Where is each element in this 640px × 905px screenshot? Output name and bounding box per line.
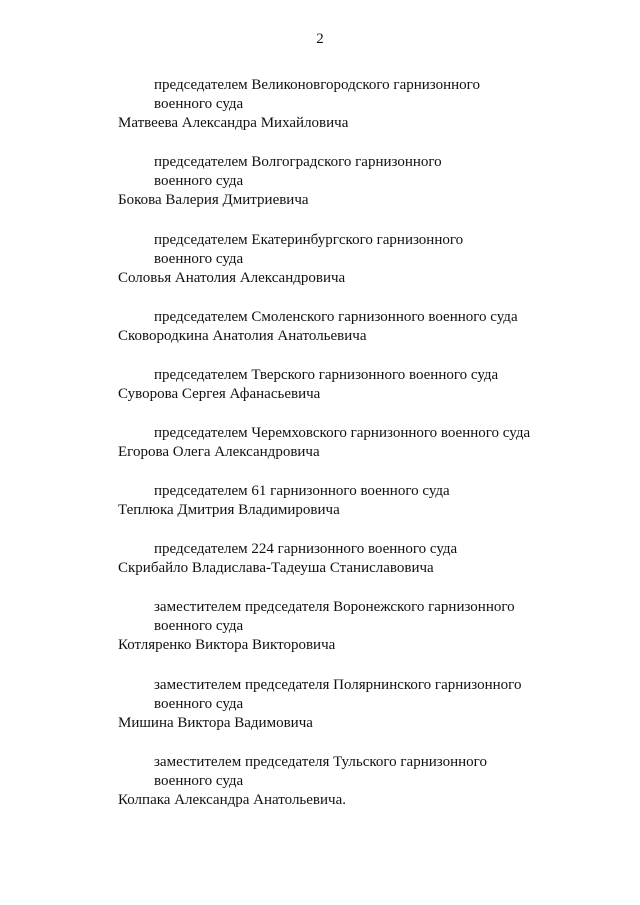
position-title: председателем 224 гарнизонного военного суда	[154, 541, 458, 557]
person-name: Колпака Александра Анатольевича.	[118, 792, 346, 808]
position-title: председателем Великоновгородского гарнизонного военного суда	[154, 77, 480, 112]
position-title: заместителем председателя Полярнинского гарнизонного военного суда	[154, 677, 522, 712]
appointment-entry	[0, 482, 640, 520]
position-title: председателем Тверского гарнизонного военного суда	[154, 367, 499, 383]
position-title: заместителем председателя Тульского гарнизонного военного суда	[154, 754, 487, 789]
position-title: заместителем председателя Воронежского гарнизонного военного суда	[154, 599, 515, 634]
position-title: председателем Смоленского гарнизонного военного суда	[154, 309, 518, 325]
position-title: председателем Волгоградского гарнизонного военного суда	[154, 154, 442, 189]
person-name: Теплюка Дмитрия Владимировича	[118, 502, 340, 518]
appointment-entry	[0, 308, 640, 346]
appointment-entry	[0, 540, 640, 578]
page-number: 2	[316, 31, 324, 47]
appointment-entry	[0, 598, 640, 655]
appointment-entry	[0, 76, 640, 133]
person-name: Соловья Анатолия Александровича	[118, 270, 346, 286]
appointment-entry	[0, 424, 640, 462]
person-name: Скрибайло Владислава-Тадеуша Станиславовича	[118, 560, 434, 576]
position-title: председателем Черемховского гарнизонного военного суда	[154, 425, 531, 441]
person-name: Егорова Олега Александровича	[118, 444, 320, 460]
person-name: Сковородкина Анатолия Анатольевича	[118, 328, 367, 344]
position-title: председателем Екатеринбургского гарнизонного военного суда	[154, 232, 464, 267]
person-name: Суворова Сергея Афанасьевича	[118, 386, 321, 402]
appointment-entry	[0, 753, 640, 810]
appointment-entry	[0, 231, 640, 288]
appointment-entry	[0, 366, 640, 404]
appointment-entry	[0, 153, 640, 210]
position-title: председателем 61 гарнизонного военного суда	[154, 483, 450, 499]
person-name: Матвеева Александра Михайловича	[118, 115, 349, 131]
person-name: Бокова Валерия Дмитриевича	[118, 192, 309, 208]
person-name: Котляренко Виктора Викторовича	[118, 637, 336, 653]
person-name: Мишина Виктора Вадимовича	[118, 715, 313, 731]
appointment-entry	[0, 676, 640, 733]
